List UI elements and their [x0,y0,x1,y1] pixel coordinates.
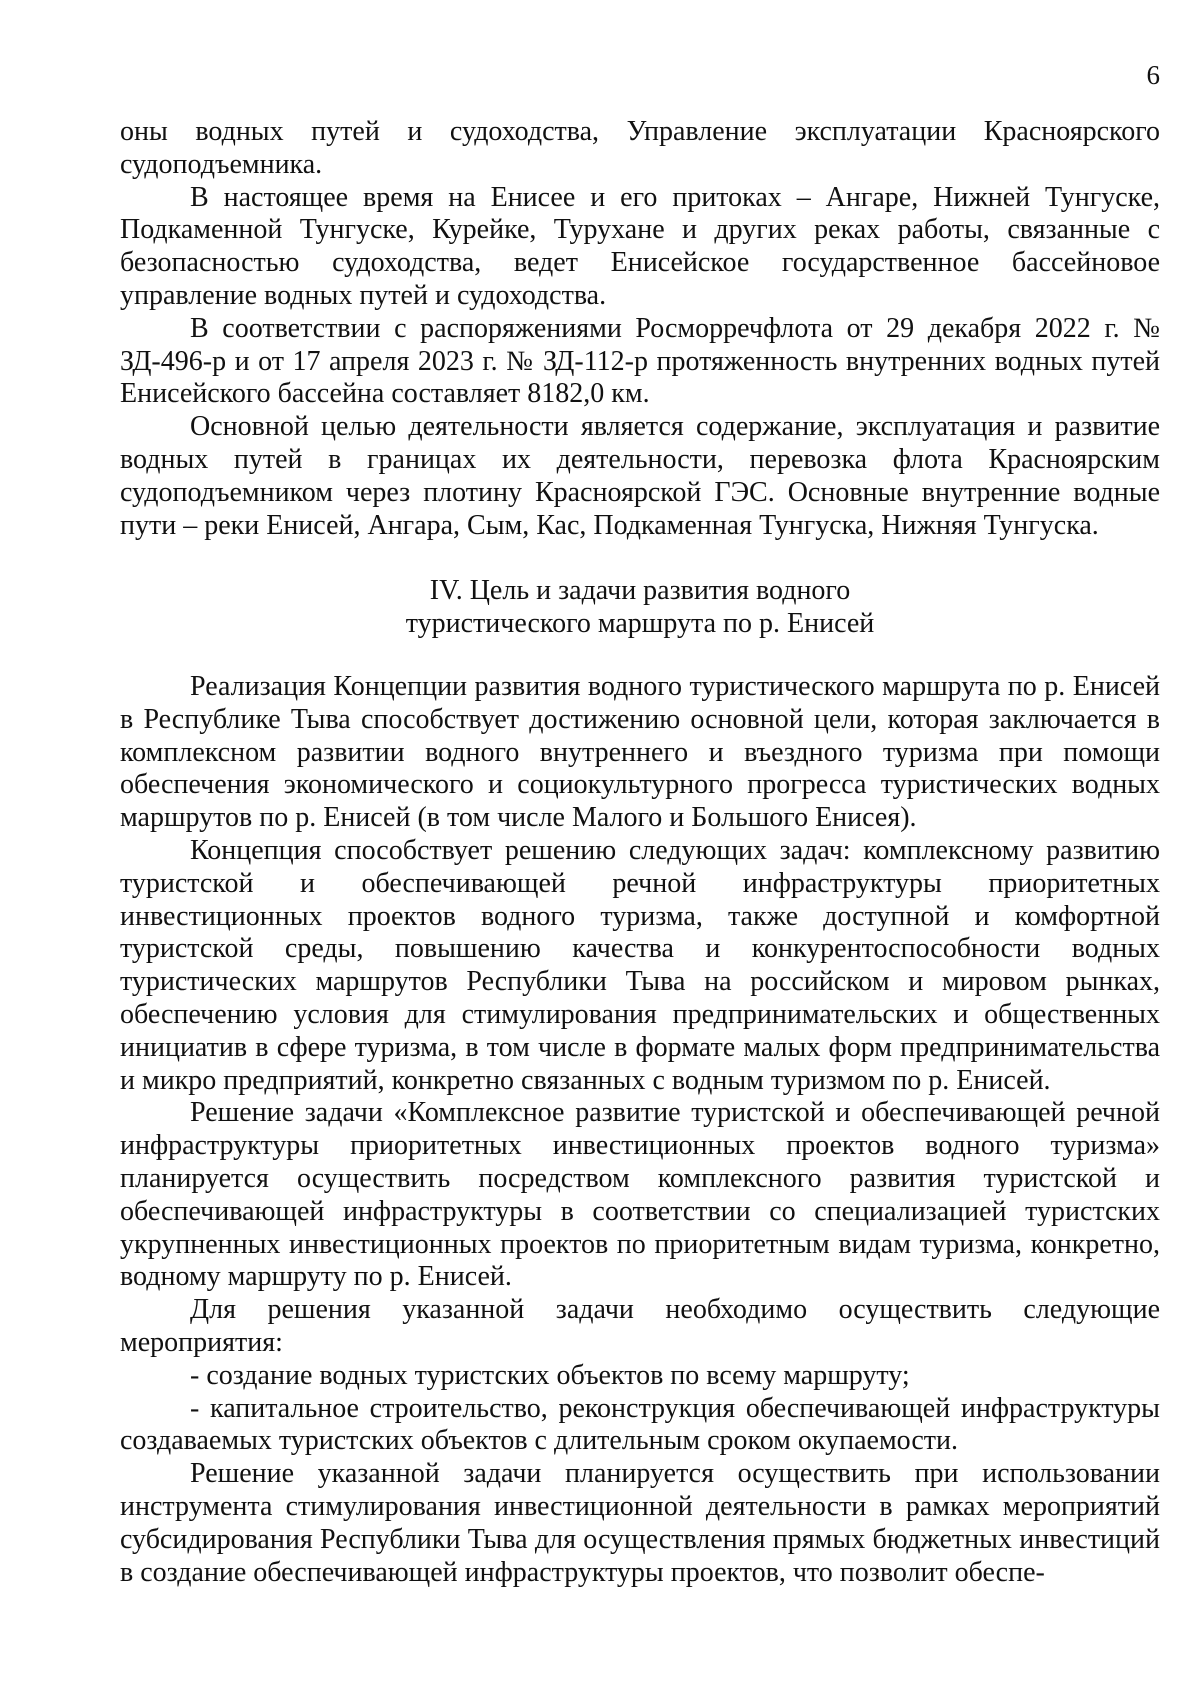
section-heading [120,575,1160,641]
section-heading-line: IV. Цель и задачи развития водного [429,575,851,606]
body-text-bottom [120,671,1160,1589]
paragraph: Концепция способствует решению следующих задач: комплексному развитию туристской и обеспечивающей речной инфраструктуры приоритетных инвестиционных проектов водного туризма, также доступной и комфортной туристской среды, повышению качества и конкурентоспособности водных туристических маршрутов Республики Тыва на российском и мировом рынках, обеспечению условия для стимулирования предпринимательских и общественных инициатив в сфере туризма, в том числе в формате малых форм предпринимательства и микро предприятий, конкретно связанных с водным туризмом по р. Енисей. [120,834,1160,1096]
list-item: - капитальное строительство, реконструкция обеспечивающей инфраструктуры создаваемых туристских объектов с длительным сроком окупаемости. [120,1392,1160,1457]
page-number: 6 [1146,60,1160,90]
paragraph: Решение указанной задачи планируется осуществить при использовании инструмента стимулирования инвестиционной деятельности в рамках мероприятий субсидирования Республики Тыва для осуществления прямых бюджетных инвестиций в создание обеспечивающей инфраструктуры проектов, что позволит обеспе- [120,1458,1160,1588]
paragraph: Для решения указанной задачи необходимо осуществить следующие мероприятия: [120,1294,1160,1358]
paragraph-continuation: оны водных путей и судоходства, Управление эксплуатации Красноярского судоподъемника. [120,116,1160,180]
paragraph: Реализация Концепции развития водного туристического маршрута по р. Енисей в Республике Тыва способствует достижению основной цели, которая заключается в комплексном развитии водного внутреннего и въездного туризма при помощи обеспечения экономического и социокультурного прогресса туристических водных маршрутов по р. Енисей (в том числе Малого и Большого Енисея). [120,671,1160,834]
list-item: - создание водных туристских объектов по всему маршруту; [190,1359,910,1391]
body-text-top [120,116,1160,542]
paragraph: В соответствии с распоряжениями Росморречфлота от 29 декабря 2022 г. № ЗД-496-р и от 17 апреля 2023 г. № ЗД-112-р протяженность внутренних водных путей Енисейского бассейна составляет 8182,0 км. [120,312,1160,410]
paragraph: В настоящее время на Енисее и его притоках – Ангаре, Нижней Тунгуске, Подкаменной Тунгуске, Курейке, Турухане и других реках работы, связанные с безопасностью судоходства, ведет Енисейское государственное бассейновое управление водных путей и судоходства. [120,181,1160,311]
section-heading-line: туристического маршрута по р. Енисей [405,607,875,639]
paragraph: Основной целью деятельности является содержание, эксплуатация и развитие водных путей в границах их деятельности, перевозка флота Красноярским судоподъемником через плотину Красноярской ГЭС. Основные внутренние водные пути – реки Енисей, Ангара, Сым, Кас, Подкаменная Тунгуска, Нижняя Тунгуска. [120,411,1160,541]
paragraph: Решение задачи «Комплексное развитие туристской и обеспечивающей речной инфраструктуры приоритетных инвестиционных проектов водного туризма» планируется осуществить посредством комплексного развития туристской и обеспечивающей инфраструктуры в соответствии со специализацией туристских укрупненных инвестиционных проектов по приоритетным видам туризма, конкретно, водному маршруту по р. Енисей. [120,1097,1160,1293]
